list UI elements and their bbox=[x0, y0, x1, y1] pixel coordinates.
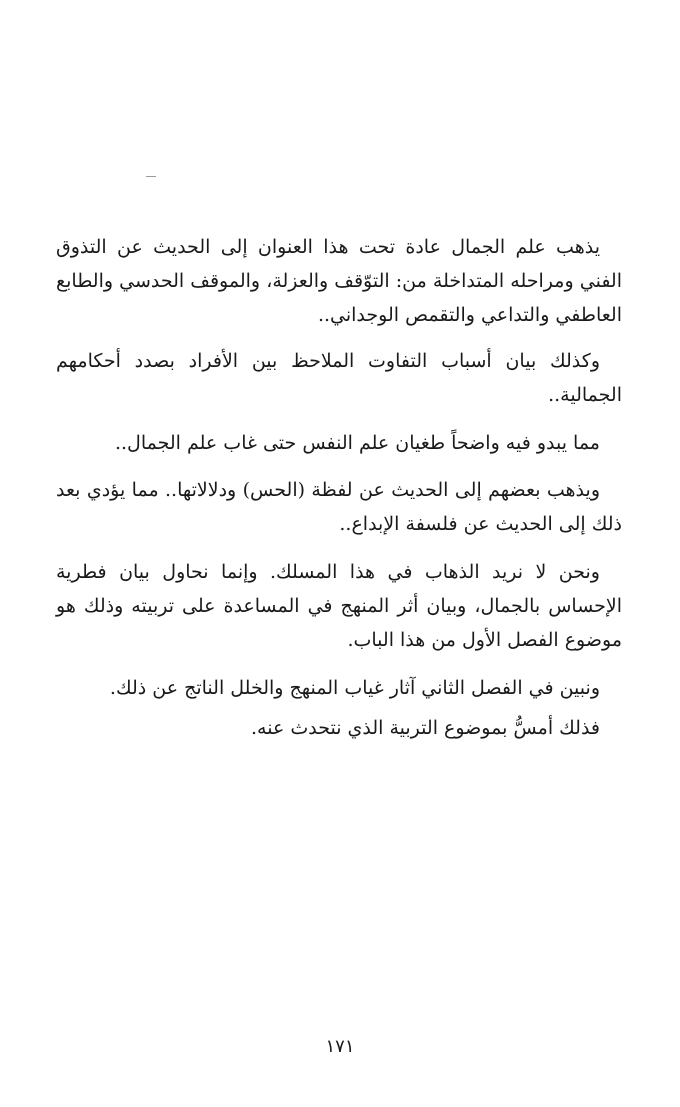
paragraph-2: وكذلك بيان أسباب التفاوت الملاحظ بين الأفراد بصدد أحكامهم الجمالية.. bbox=[56, 350, 622, 406]
body-text bbox=[56, 230, 622, 745]
paragraph-3: مما يبدو فيه واضحاً طغيان علم النفس حتى غاب علم الجمال.. bbox=[114, 432, 600, 454]
header-mark bbox=[146, 176, 156, 177]
page-number: ١٧١ bbox=[325, 1036, 355, 1057]
paragraph-6: ونبين في الفصل الثاني آثار غياب المنهج والخلل الناتج عن ذلك. bbox=[109, 677, 600, 699]
paragraph-4: ويذهب بعضهم إلى الحديث عن لفظة (الحس) ودلالاتها.. مما يؤدي بعد ذلك إلى الحديث عن فلسفة الإبداع.. bbox=[56, 479, 622, 535]
paragraph-5: ونحن لا نريد الذهاب في هذا المسلك. وإنما نحاول بيان فطرية الإحساس بالجمال، وبيان أثر المنهج في المساعدة على تربيته وذلك هو موضوع الفصل الأول من هذا الباب. bbox=[56, 561, 622, 651]
paragraph-1: يذهب علم الجمال عادة تحت هذا العنوان إلى الحديث عن التذوق الفني ومراحله المتداخلة من: التوّقف والعزلة، والموقف الحدسي والطابع العاطفي والتداعي والتقمص الوجداني.. bbox=[56, 236, 622, 326]
paragraph-7: فذلك أمسُّ بموضوع التربية الذي نتحدث عنه. bbox=[251, 717, 600, 739]
